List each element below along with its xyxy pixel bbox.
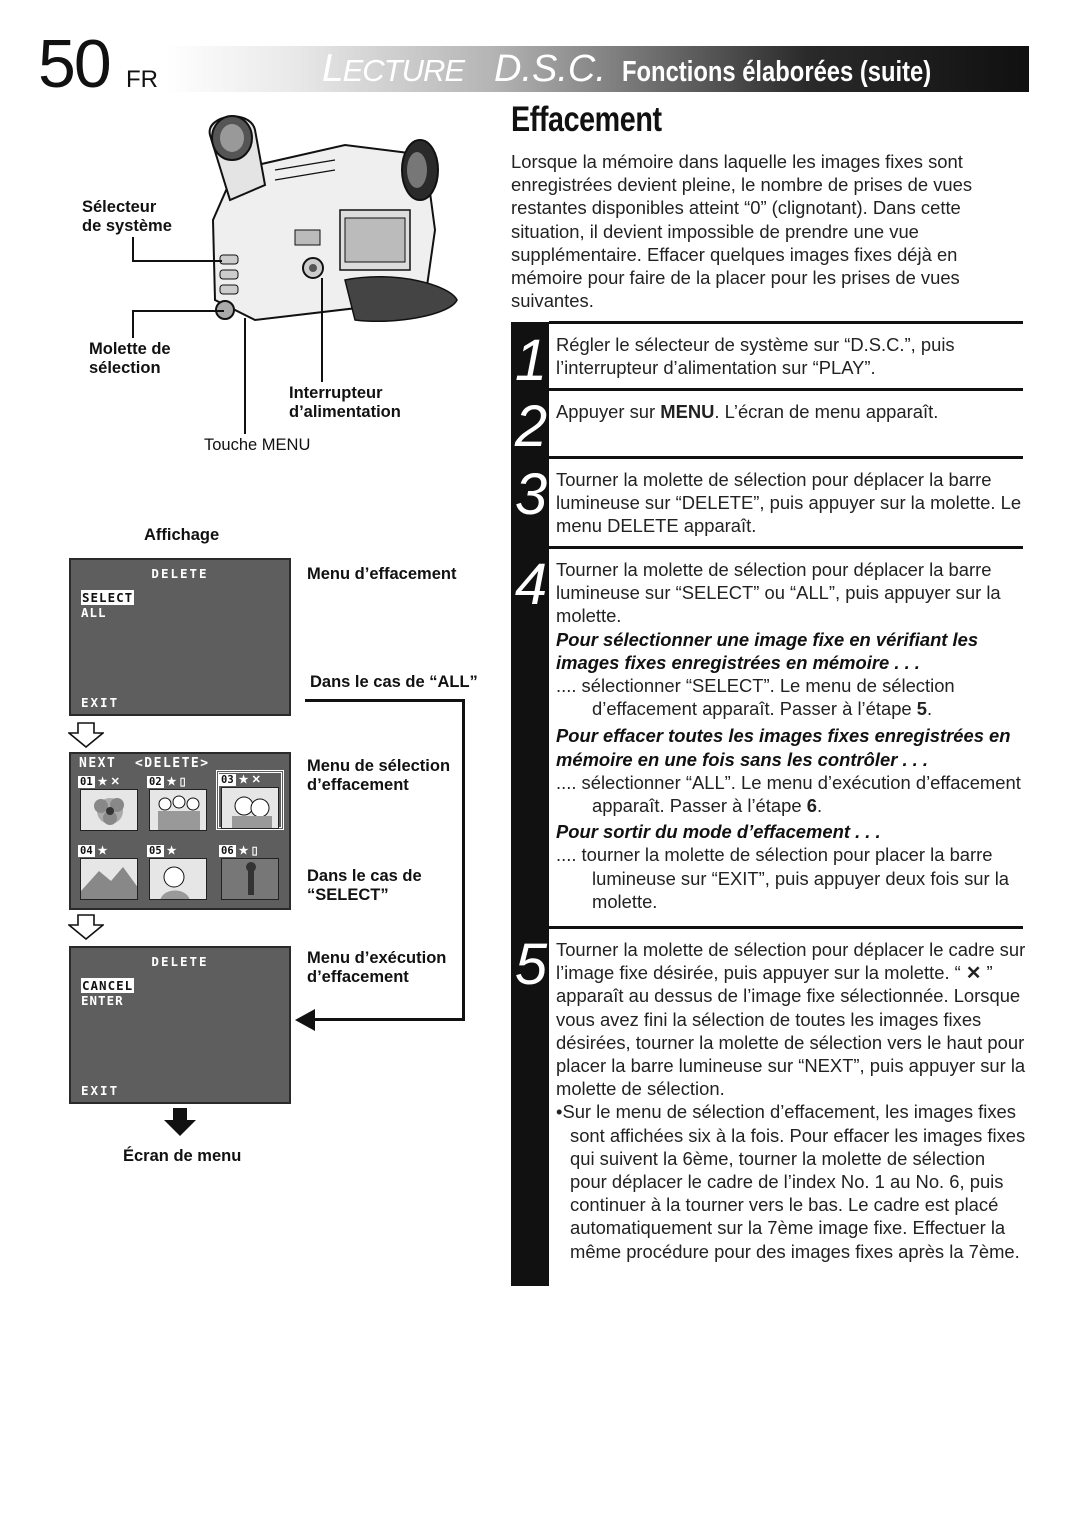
label-menu-effacement: Menu d’effacement — [307, 565, 457, 583]
label-menu-execution: Menu d’exécution d’effacement — [307, 949, 447, 986]
label-ecran-menu: Écran de menu — [123, 1147, 242, 1165]
leader-line — [132, 310, 224, 312]
screen-title: DELETE — [151, 954, 209, 969]
step-4-subhead-select: Pour sélectionner une image fixe en vérifiant les images fixes enregistrées en mémoire . . . — [556, 628, 979, 673]
step-rule — [549, 388, 1023, 391]
step-number: 3 — [514, 462, 548, 527]
header-title — [322, 46, 999, 92]
thumbnail-01: 01 ★ ✕ — [78, 775, 140, 829]
label-interrupteur: Interrupteur d’alimentation — [289, 384, 401, 421]
thumbnail-06: 06 ★ ▯ — [219, 844, 281, 898]
label-menu-selection: Menu de sélection d’effacement — [307, 757, 451, 794]
arrow-down-solid-icon — [164, 1108, 196, 1136]
step-1-text: Régler le sélecteur de système sur “D.S.C.”, puis l’interrupteur d’alimentation sur “PLAY”. — [556, 334, 955, 379]
step-5-note: •Sur le menu de sélection d’effacement, les images fixes sont affichées six à la fois. Pour effacer les images fixes qui suivent la 6ème, tourner la molette de sélection pour déplacer le cadre de l’index No. 1 au No. 6, puis continuer à la tourner vers le bas. Le cadre est placé automatiquement sur la 7ème image fixe. Effectuer la même procédure pour des images fixes après la 7ème. — [556, 1101, 1026, 1262]
step-4-exit-detail: .... tourner la molette de sélection pour placer la barre lumineuse sur “EXIT”, puis appuyer deux fois sur la molette. — [556, 844, 1010, 912]
step-4-select-detail: .... sélectionner “SELECT”. Le menu de sélection d’effacement apparaît. Passer à l’étape 5. — [556, 675, 955, 720]
step-4-content — [556, 558, 1026, 913]
leader-line — [132, 260, 222, 262]
leader-line — [132, 237, 134, 261]
menu-item-all: ALL — [81, 605, 107, 620]
header-bar-end — [1021, 46, 1029, 92]
step-rule — [549, 546, 1023, 549]
label-molette-selection: Molette de sélection — [89, 340, 171, 377]
page-number: 50 — [38, 26, 110, 102]
x-mark-icon: ✕ — [965, 962, 982, 984]
step-number: 1 — [514, 328, 548, 393]
step-3-text: Tourner la molette de sélection pour déplacer la barre lumineuse sur “DELETE”, puis appuyer sur la molette. Le menu DELETE apparaît. — [556, 469, 1022, 537]
thumbnail-02: 02 ★ ▯ — [147, 775, 209, 829]
menu-item-enter: ENTER — [81, 993, 124, 1008]
menu-item-exit: EXIT — [81, 1083, 120, 1098]
arrow-left-icon — [295, 1009, 315, 1031]
screen-execution-menu — [69, 946, 291, 1104]
thumbnail-03-selected: 03 ★ ✕ — [219, 773, 281, 827]
label-cas-all: Dans le cas de “ALL” — [310, 673, 478, 691]
flow-line — [305, 699, 465, 702]
screen-selection-menu — [69, 752, 291, 910]
step-2-text: Appuyer sur MENU. L’écran de menu apparaît. — [556, 401, 939, 422]
header-bar — [165, 46, 1021, 92]
menu-item-exit: EXIT — [81, 695, 120, 710]
title-subtitle: Fonctions élaborées (suite) — [621, 56, 932, 88]
flow-line — [310, 1018, 465, 1021]
language-code: FR — [126, 66, 158, 93]
thumbnail-04: 04 ★ — [78, 844, 140, 898]
step-4-text: Tourner la molette de sélection pour déplacer la barre lumineuse sur “SELECT” ou “ALL”, puis appuyer sur la molette. — [556, 559, 1001, 627]
leader-line — [321, 278, 323, 382]
arrow-down-outline-icon — [68, 914, 104, 940]
flow-line — [462, 699, 465, 1021]
screen-delete-menu — [69, 558, 291, 716]
step-rule — [549, 926, 1023, 929]
leader-line — [132, 310, 134, 338]
step-5-text: Tourner la molette de sélection pour déplacer le cadre sur l’image fixe désirée, puis appuyer sur la molette. “ ✕ ” apparaît au dessus de l’image fixe sélectionnée. Lorsque vous avez fini la sélection de toutes les images fixes désirées, tourner la molette de sélection vers le haut pour placer la barre lumineuse sur “NEXT”, puis appuyer sur la molette de sélection. — [556, 939, 1026, 1100]
label-affichage: Affichage — [144, 526, 220, 544]
label-cas-select: Dans le cas de “SELECT” — [307, 867, 422, 904]
label-touche-menu: Touche MENU — [204, 436, 311, 454]
step-4-subhead-all: Pour effacer toutes les images fixes enregistrées en mémoire en une fois sans les contrôler . . . — [556, 725, 1011, 770]
label-selecteur-systeme: Sélecteur de système — [82, 198, 172, 235]
screen-title: DELETE — [151, 566, 209, 581]
intro-paragraph: Lorsque la mémoire dans laquelle les images fixes sont enregistrées devient pleine, le nombre de prises de vues restantes disponibles atteint “0” (clignotant). Dans cette situation, il devient impossible de prendre une vue supplémentaire. Effacer quelques images fixes déjà en mémoire pour faire de la placer pour les prises de vues suivantes. — [511, 151, 973, 312]
step-number: 5 — [514, 932, 548, 997]
section-title: Effacement — [511, 100, 662, 139]
arrow-down-outline-icon — [68, 722, 104, 748]
camcorder-illustration — [195, 110, 460, 345]
step-5-content — [556, 938, 1026, 1263]
thumbnail-05: 05 ★ — [147, 844, 209, 898]
step-number: 4 — [514, 552, 548, 617]
step-number: 2 — [514, 394, 548, 459]
title-lecture: LECTURE — [321, 47, 465, 90]
step-4-subhead-exit: Pour sortir du mode d’effacement . . . — [556, 821, 881, 843]
leader-line — [244, 318, 246, 434]
step-rule — [549, 321, 1023, 324]
step-rule — [549, 456, 1023, 459]
menu-item-select: SELECT — [82, 590, 134, 605]
title-dsc: D.S.C. — [494, 48, 606, 90]
step-4-all-detail: .... sélectionner “ALL”. Le menu d’exécution d’effacement apparaît. Passer à l’étape 6. — [556, 771, 1021, 817]
menu-item-cancel: CANCEL — [82, 978, 134, 993]
thumbs-header: NEXT <DELETE> — [79, 756, 210, 771]
